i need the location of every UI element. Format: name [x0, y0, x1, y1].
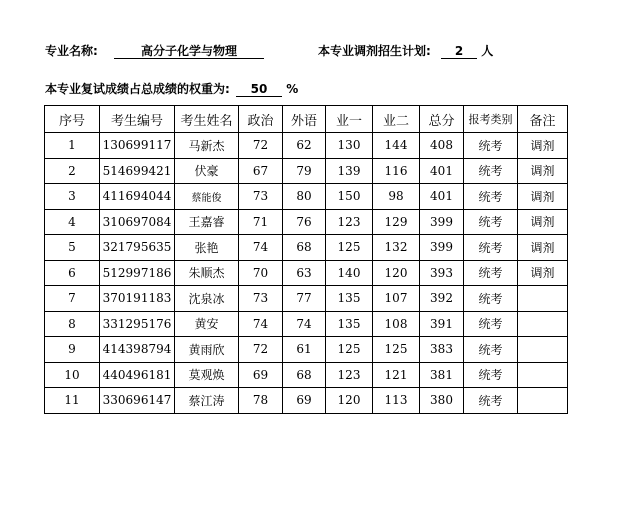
- cell-exam-id: 130699117: [100, 133, 175, 159]
- cell-index: 9: [45, 337, 100, 363]
- table-row: [45, 133, 568, 159]
- cell-index: 10: [45, 362, 100, 388]
- cell-politics: 74: [239, 311, 283, 337]
- cell-major-2: 125: [373, 337, 420, 363]
- cell-total: 393: [420, 260, 464, 286]
- col-header-name: 考生姓名: [175, 106, 239, 133]
- cell-politics: 67: [239, 158, 283, 184]
- cell-name: 蔡江涛: [175, 388, 239, 414]
- cell-exam-id: 440496181: [100, 362, 175, 388]
- cell-politics: 72: [239, 337, 283, 363]
- cell-major-2: 120: [373, 260, 420, 286]
- cell-total: 380: [420, 388, 464, 414]
- cell-foreign-language: 77: [283, 286, 326, 312]
- cell-exam-type: 统考: [464, 362, 518, 388]
- cell-index: 5: [45, 235, 100, 261]
- col-header-exam-id: 考生编号: [100, 106, 175, 133]
- cell-total: 392: [420, 286, 464, 312]
- table-row: [45, 209, 568, 235]
- cell-politics: 70: [239, 260, 283, 286]
- cell-index: 11: [45, 388, 100, 414]
- col-header-major-2: 业二: [373, 106, 420, 133]
- cell-total: 381: [420, 362, 464, 388]
- cell-major-1: 135: [326, 311, 373, 337]
- cell-major-2: 144: [373, 133, 420, 159]
- cell-foreign-language: 79: [283, 158, 326, 184]
- major-line: [45, 42, 264, 59]
- weight-value: 50: [236, 82, 282, 97]
- cell-major-1: 139: [326, 158, 373, 184]
- cell-exam-type: 统考: [464, 184, 518, 210]
- cell-name: 莫观焕: [175, 362, 239, 388]
- cell-remark: 调剂: [518, 158, 568, 184]
- cell-politics: 78: [239, 388, 283, 414]
- cell-exam-type: 统考: [464, 286, 518, 312]
- cell-exam-id: 370191183: [100, 286, 175, 312]
- cell-exam-id: 411694044: [100, 184, 175, 210]
- cell-remark: [518, 337, 568, 363]
- cell-exam-id: 514699421: [100, 158, 175, 184]
- cell-foreign-language: 68: [283, 362, 326, 388]
- plan-value: 2: [441, 44, 477, 59]
- cell-index: 2: [45, 158, 100, 184]
- cell-major-1: 140: [326, 260, 373, 286]
- cell-name: 马新杰: [175, 133, 239, 159]
- cell-foreign-language: 80: [283, 184, 326, 210]
- cell-name: 黄雨欣: [175, 337, 239, 363]
- cell-index: 6: [45, 260, 100, 286]
- cell-total: 383: [420, 337, 464, 363]
- cell-foreign-language: 76: [283, 209, 326, 235]
- table-row: [45, 388, 568, 414]
- cell-foreign-language: 68: [283, 235, 326, 261]
- cell-remark: [518, 388, 568, 414]
- cell-exam-type: 统考: [464, 235, 518, 261]
- plan-label: 本专业调剂招生计划:: [318, 44, 431, 58]
- cell-exam-id: 512997186: [100, 260, 175, 286]
- cell-major-2: 108: [373, 311, 420, 337]
- cell-foreign-language: 63: [283, 260, 326, 286]
- table-row: [45, 158, 568, 184]
- cell-major-2: 107: [373, 286, 420, 312]
- cell-remark: 调剂: [518, 260, 568, 286]
- cell-index: 8: [45, 311, 100, 337]
- cell-major-1: 125: [326, 337, 373, 363]
- cell-total: 391: [420, 311, 464, 337]
- cell-remark: 调剂: [518, 184, 568, 210]
- plan-line: [318, 42, 493, 59]
- cell-name: 黄安: [175, 311, 239, 337]
- cell-major-2: 116: [373, 158, 420, 184]
- cell-remark: [518, 286, 568, 312]
- cell-exam-type: 统考: [464, 388, 518, 414]
- cell-exam-type: 统考: [464, 311, 518, 337]
- cell-total: 399: [420, 235, 464, 261]
- cell-index: 1: [45, 133, 100, 159]
- plan-unit: 人: [481, 44, 494, 58]
- cell-major-1: 135: [326, 286, 373, 312]
- cell-major-1: 123: [326, 362, 373, 388]
- weight-label: 本专业复试成绩占总成绩的权重为:: [45, 82, 230, 96]
- cell-index: 7: [45, 286, 100, 312]
- weight-unit: %: [286, 82, 299, 96]
- cell-exam-type: 统考: [464, 209, 518, 235]
- cell-politics: 72: [239, 133, 283, 159]
- table-row: [45, 337, 568, 363]
- cell-major-2: 121: [373, 362, 420, 388]
- cell-exam-type: 统考: [464, 158, 518, 184]
- cell-exam-id: 330696147: [100, 388, 175, 414]
- cell-major-2: 132: [373, 235, 420, 261]
- cell-politics: 73: [239, 286, 283, 312]
- cell-major-1: 125: [326, 235, 373, 261]
- cell-exam-id: 310697084: [100, 209, 175, 235]
- major-label: 专业名称:: [45, 44, 98, 58]
- cell-remark: [518, 362, 568, 388]
- cell-exam-type: 统考: [464, 337, 518, 363]
- cell-total: 399: [420, 209, 464, 235]
- cell-foreign-language: 69: [283, 388, 326, 414]
- cell-foreign-language: 61: [283, 337, 326, 363]
- major-value: 高分子化学与物理: [114, 44, 264, 59]
- cell-major-1: 123: [326, 209, 373, 235]
- table-header-row: [45, 106, 568, 133]
- cell-politics: 73: [239, 184, 283, 210]
- cell-politics: 74: [239, 235, 283, 261]
- col-header-major-1: 业一: [326, 106, 373, 133]
- col-header-politics: 政治: [239, 106, 283, 133]
- cell-name: 张艳: [175, 235, 239, 261]
- cell-name: 伏豪: [175, 158, 239, 184]
- table-row: [45, 184, 568, 210]
- cell-remark: [518, 311, 568, 337]
- cell-index: 4: [45, 209, 100, 235]
- cell-politics: 71: [239, 209, 283, 235]
- col-header-foreign-language: 外语: [283, 106, 326, 133]
- cell-exam-id: 321795635: [100, 235, 175, 261]
- weight-line: [45, 80, 298, 97]
- table-row: [45, 311, 568, 337]
- cell-exam-id: 414398794: [100, 337, 175, 363]
- cell-major-2: 129: [373, 209, 420, 235]
- cell-exam-type: 统考: [464, 133, 518, 159]
- cell-name: 朱顺杰: [175, 260, 239, 286]
- cell-major-2: 113: [373, 388, 420, 414]
- cell-remark: 调剂: [518, 209, 568, 235]
- col-header-exam-type: 报考类别: [464, 106, 518, 133]
- cell-name: 蔡能俊: [175, 184, 239, 210]
- col-header-total: 总分: [420, 106, 464, 133]
- col-header-remark: 备注: [518, 106, 568, 133]
- cell-remark: 调剂: [518, 133, 568, 159]
- cell-major-2: 98: [373, 184, 420, 210]
- table-row: [45, 362, 568, 388]
- table-row: [45, 235, 568, 261]
- table-row: [45, 286, 568, 312]
- cell-exam-id: 331295176: [100, 311, 175, 337]
- cell-remark: 调剂: [518, 235, 568, 261]
- cell-exam-type: 统考: [464, 260, 518, 286]
- cell-major-1: 150: [326, 184, 373, 210]
- cell-total: 401: [420, 184, 464, 210]
- cell-total: 401: [420, 158, 464, 184]
- cell-foreign-language: 74: [283, 311, 326, 337]
- cell-total: 408: [420, 133, 464, 159]
- cell-politics: 69: [239, 362, 283, 388]
- cell-major-1: 120: [326, 388, 373, 414]
- col-header-index: 序号: [45, 106, 100, 133]
- table-row: [45, 260, 568, 286]
- score-table: [44, 105, 568, 414]
- cell-foreign-language: 62: [283, 133, 326, 159]
- cell-name: 王嘉睿: [175, 209, 239, 235]
- cell-major-1: 130: [326, 133, 373, 159]
- cell-name: 沈泉冰: [175, 286, 239, 312]
- cell-index: 3: [45, 184, 100, 210]
